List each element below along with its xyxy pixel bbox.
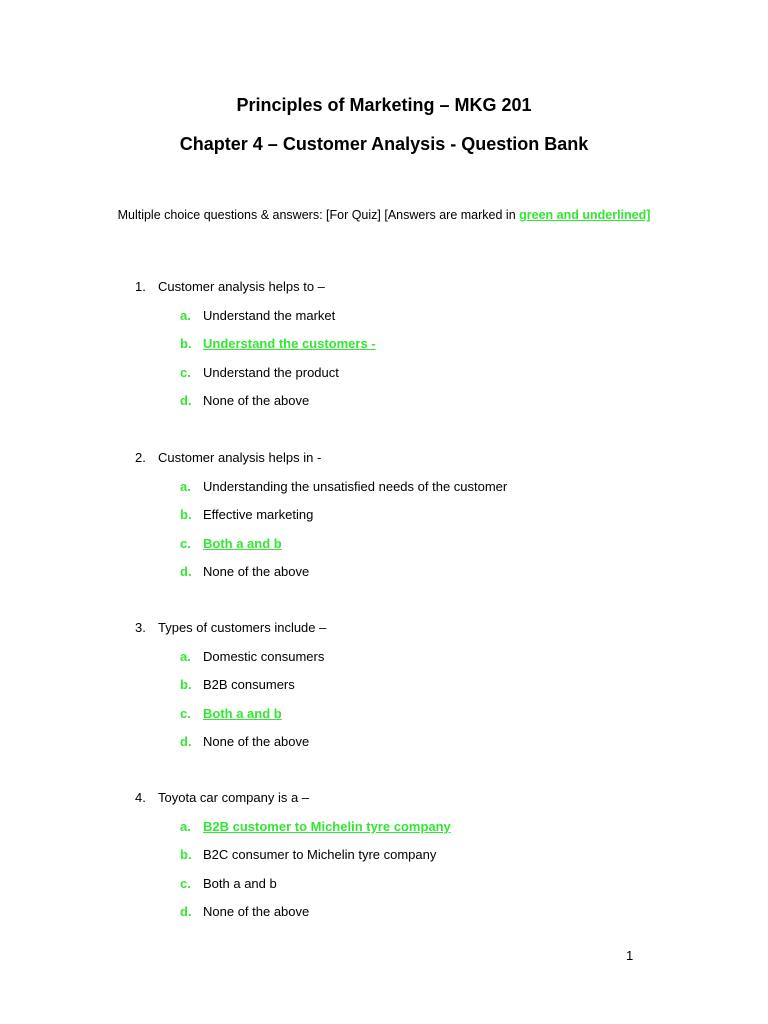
option-row <box>180 308 335 323</box>
question-number: 3. <box>135 620 146 635</box>
option-letter: c. <box>180 365 191 380</box>
option-letter: b. <box>180 677 192 692</box>
question-stem <box>135 450 321 465</box>
option-row <box>180 706 282 721</box>
correct-answer-text: B2B customer to Michelin tyre company <box>203 819 451 834</box>
option-letter: a. <box>180 308 191 323</box>
question-text: Types of customers include – <box>158 620 327 635</box>
option-row <box>180 336 376 351</box>
option-row <box>180 564 309 579</box>
correct-answer-text: Understand the customers - <box>203 336 376 351</box>
document-subtitle: Chapter 4 – Customer Analysis - Question Bank <box>179 134 589 154</box>
option-row <box>180 847 436 862</box>
option-letter: b. <box>180 847 192 862</box>
option-letter: a. <box>180 649 191 664</box>
option-letter: a. <box>180 479 191 494</box>
option-letter: a. <box>180 819 191 834</box>
question-text: Toyota car company is a – <box>158 790 310 805</box>
correct-answer-text: Both a and b <box>203 536 282 551</box>
document-title: Principles of Marketing – MKG 201 <box>236 95 532 115</box>
option-letter: c. <box>180 876 191 891</box>
option-text: B2C consumer to Michelin tyre company <box>203 847 437 862</box>
option-row <box>180 365 339 380</box>
option-text: Understand the market <box>203 308 336 323</box>
question-text: Customer analysis helps in - <box>158 450 322 465</box>
option-row <box>180 677 295 692</box>
option-letter: d. <box>180 393 192 408</box>
intro-line <box>0 208 768 222</box>
question-stem <box>135 279 325 294</box>
question-stem <box>135 790 309 805</box>
question-number: 4. <box>135 790 146 805</box>
option-text: None of the above <box>203 564 310 579</box>
option-letter: d. <box>180 564 192 579</box>
option-row <box>180 479 507 494</box>
option-text: None of the above <box>203 393 310 408</box>
option-text: Understand the product <box>203 365 339 380</box>
option-letter: c. <box>180 706 191 721</box>
option-letter: b. <box>180 507 192 522</box>
option-row <box>180 393 309 408</box>
option-letter: d. <box>180 904 192 919</box>
option-text: None of the above <box>203 904 310 919</box>
question-number: 2. <box>135 450 146 465</box>
option-text: B2B consumers <box>203 677 295 692</box>
option-letter: c. <box>180 536 191 551</box>
question-number: 1. <box>135 279 146 294</box>
option-row <box>180 734 309 749</box>
option-text: Effective marketing <box>203 507 314 522</box>
intro-text: Multiple choice questions & answers: [For Quiz] [Answers are marked in <box>117 208 520 222</box>
option-row <box>180 507 313 522</box>
option-text: Understanding the unsatisfied needs of the customer <box>203 479 508 494</box>
question-stem <box>135 620 326 635</box>
option-row <box>180 649 324 664</box>
option-row <box>180 904 309 919</box>
option-letter: d. <box>180 734 192 749</box>
option-row <box>180 536 282 551</box>
option-row <box>180 819 451 834</box>
option-text: Domestic consumers <box>203 649 325 664</box>
question-text: Customer analysis helps to – <box>158 279 325 294</box>
intro-highlight: green and underlined] <box>519 208 651 222</box>
correct-answer-text: Both a and b <box>203 706 282 721</box>
option-letter: b. <box>180 336 192 351</box>
option-text: None of the above <box>203 734 310 749</box>
option-row <box>180 876 277 891</box>
page-number: 1 <box>626 948 634 963</box>
option-text: Both a and b <box>203 876 277 891</box>
